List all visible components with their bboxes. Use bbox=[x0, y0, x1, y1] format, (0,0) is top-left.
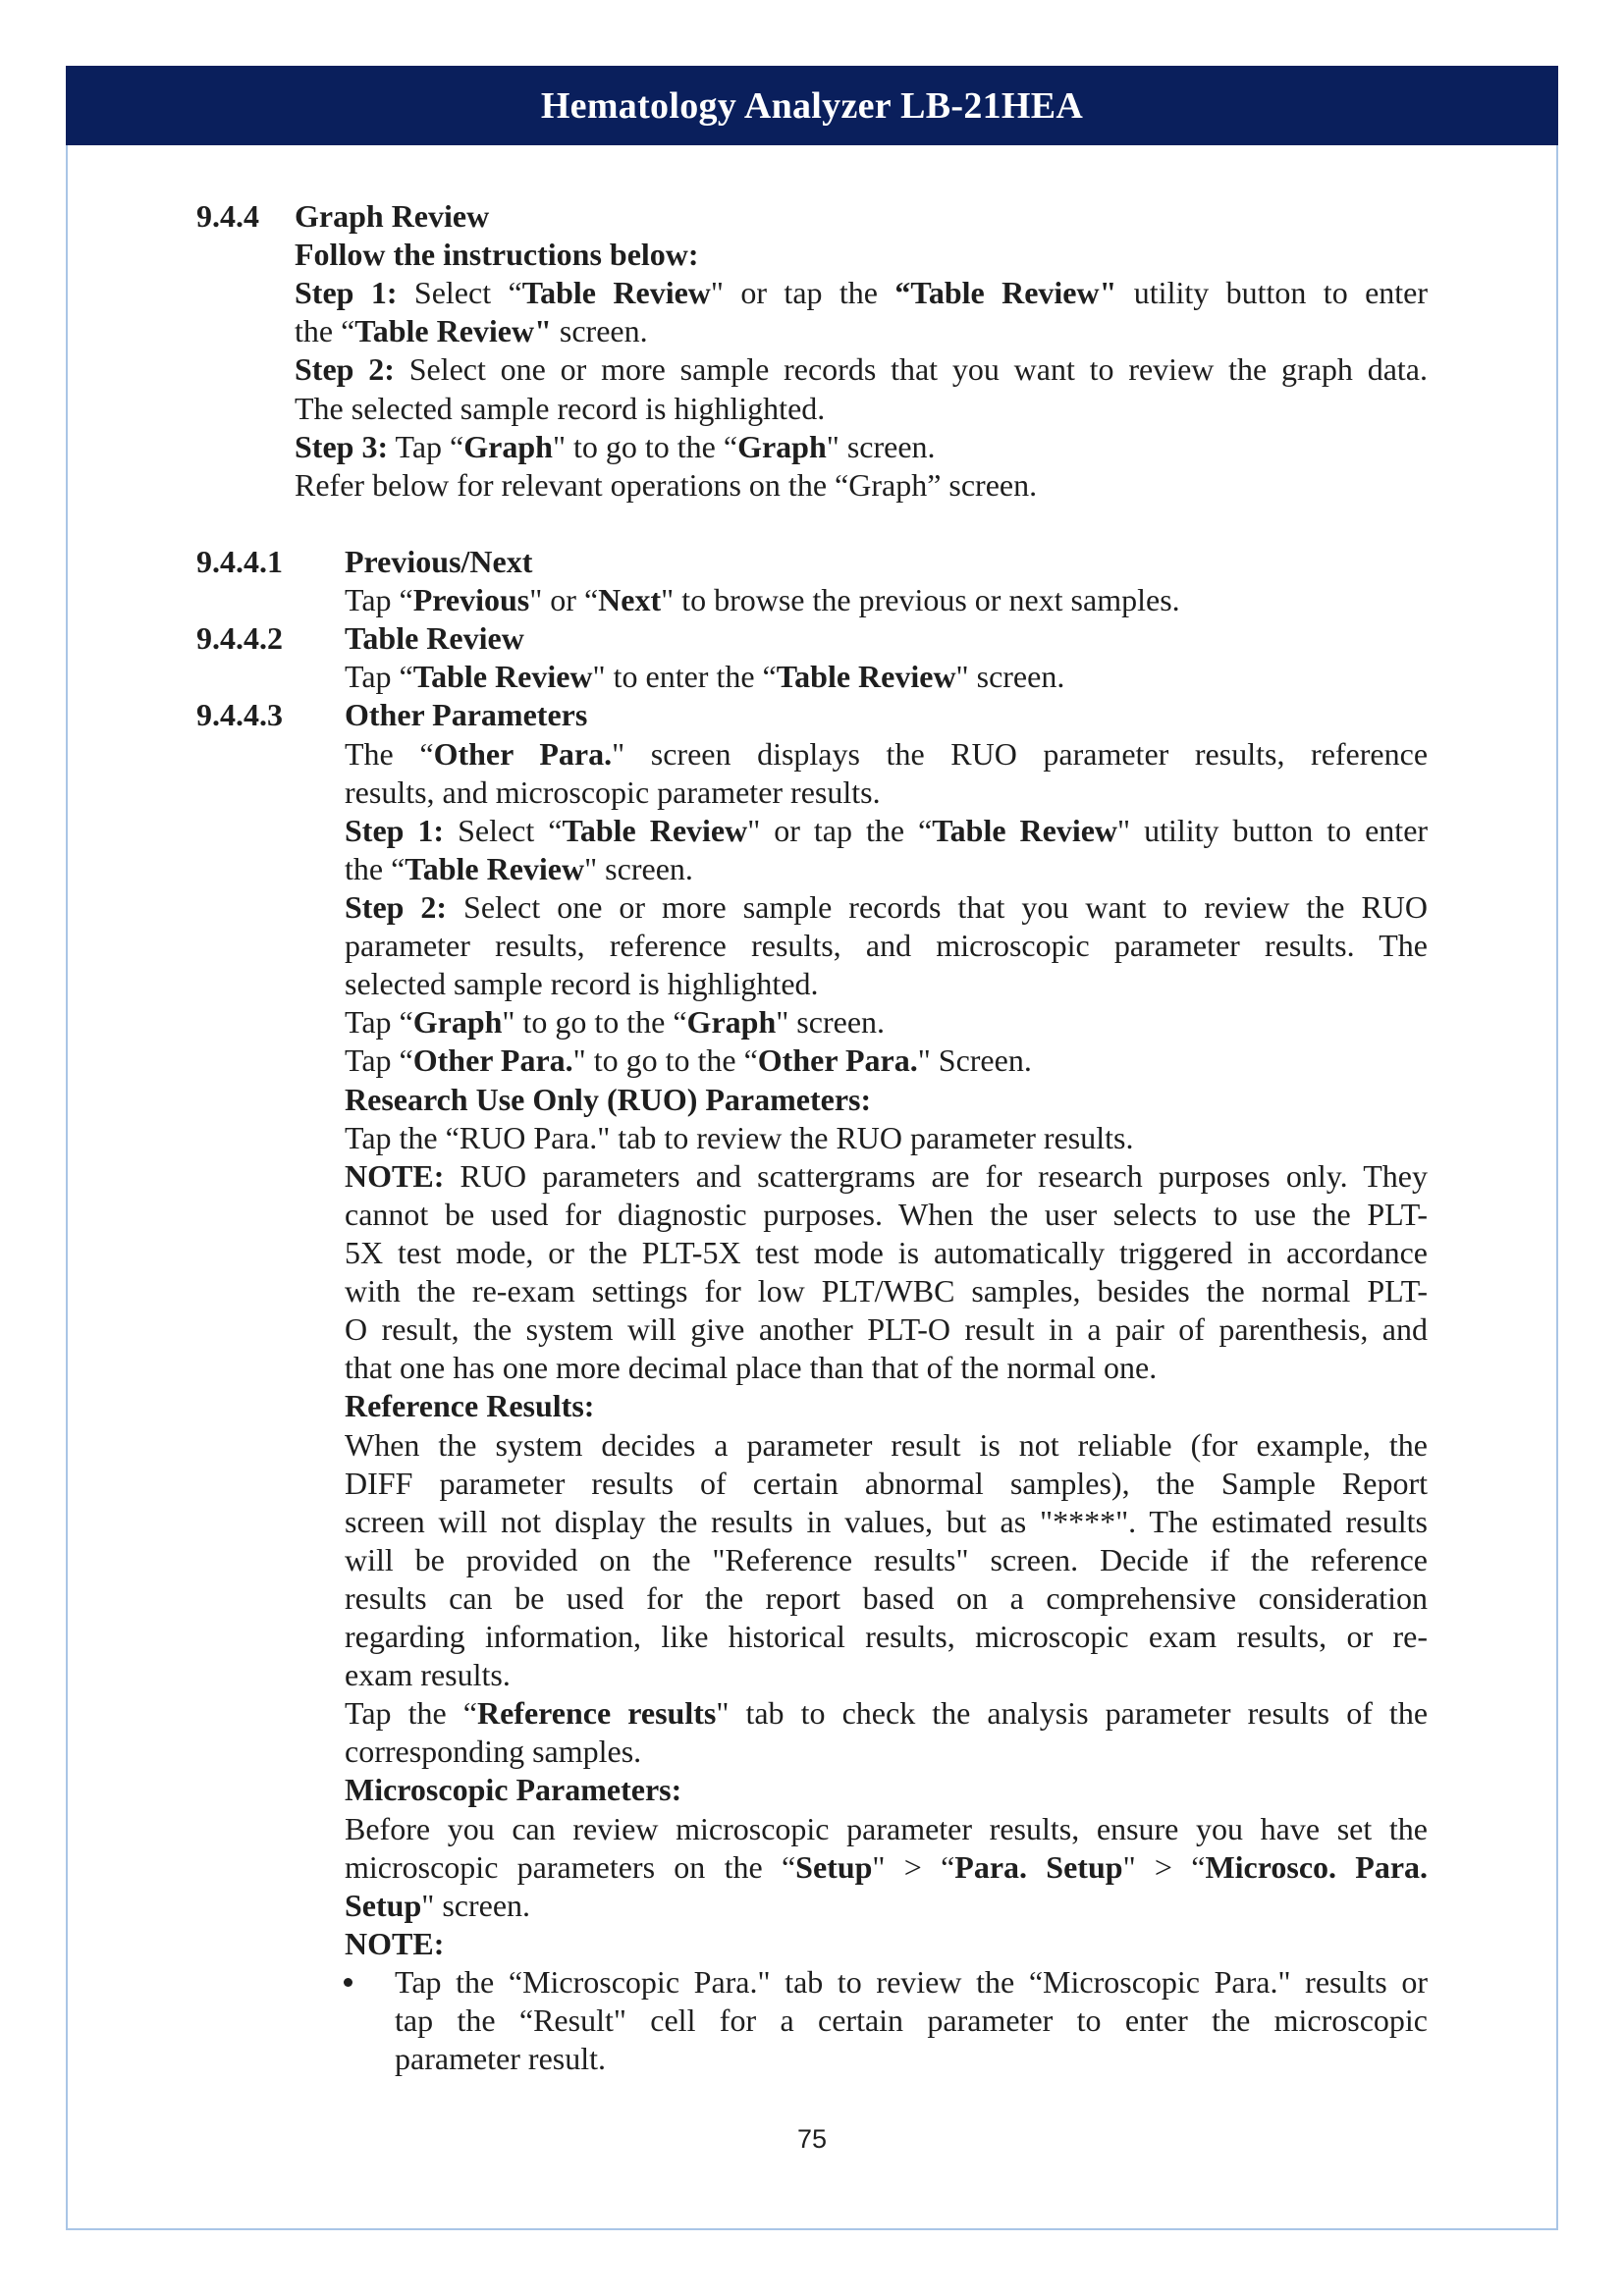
line-text: Tap the “Microscopic Para." tab to review the “Microscopic Para." results or bbox=[395, 1964, 1428, 2001]
line-text: " screen. bbox=[826, 428, 936, 464]
step-label: Step 1: bbox=[295, 275, 398, 311]
step-line bbox=[295, 428, 1428, 466]
page-number: 75 bbox=[796, 2124, 828, 2154]
ui-term: Setup bbox=[345, 1887, 422, 1923]
line-text: cannot be used for diagnostic purposes. When the user selects to use the PLT- bbox=[345, 1196, 1428, 1232]
step-label: Step 3: bbox=[295, 428, 389, 464]
section-number: 9.4.4.1 bbox=[196, 543, 283, 579]
body-line bbox=[345, 581, 1428, 619]
line-text: " or tap the “ bbox=[747, 812, 933, 848]
line-text: " > “ bbox=[872, 1848, 955, 1885]
note-label: NOTE: bbox=[345, 1157, 445, 1194]
ui-term: Other Para. bbox=[433, 735, 613, 772]
line-text: " Screen. bbox=[917, 1042, 1032, 1079]
step-line bbox=[295, 466, 1428, 505]
line-text: screen will not display the results in values, but as "****". The estimated results bbox=[345, 1503, 1428, 1539]
ui-term: Para. Setup bbox=[954, 1848, 1123, 1885]
body-line bbox=[345, 1310, 1428, 1349]
line-text: Tap the “RUO Para." tab to review the RUO parameter results. bbox=[345, 1119, 1134, 1155]
line-text: 5X test mode, or the PLT-5X test mode is automatically triggered in accordance bbox=[345, 1234, 1428, 1270]
ui-term: Graph bbox=[412, 1004, 503, 1041]
body-line bbox=[345, 658, 1428, 696]
ui-term: Reference results bbox=[476, 1695, 717, 1732]
body-line bbox=[345, 1119, 1428, 1157]
body-line bbox=[345, 1656, 1428, 1694]
line-text: When the system decides a parameter result is not reliable (for example, the bbox=[345, 1426, 1428, 1463]
line-text: " screen. bbox=[955, 659, 1065, 695]
section-number: 9.4.4.2 bbox=[196, 620, 283, 657]
line-text: DIFF parameter results of certain abnormal samples), the Sample Report bbox=[345, 1465, 1428, 1501]
ui-term: Microsco. Para. bbox=[1205, 1848, 1429, 1885]
ui-term: Table Review" bbox=[354, 313, 552, 349]
subheading-line bbox=[345, 1387, 1428, 1425]
body-line bbox=[345, 1579, 1428, 1618]
body-line bbox=[345, 774, 1428, 812]
line-text: microscopic parameters on the “ bbox=[345, 1848, 796, 1885]
line-text: corresponding samples. bbox=[345, 1734, 642, 1770]
line-text: with the re-exam settings for low PLT/WBC samples, besides the normal PLT- bbox=[345, 1273, 1428, 1309]
step-line bbox=[345, 927, 1428, 965]
ui-term: Graph bbox=[686, 1004, 777, 1041]
body-line bbox=[345, 1618, 1428, 1656]
body-line bbox=[345, 1157, 1428, 1196]
line-text: Tap “ bbox=[388, 428, 464, 464]
section-heading bbox=[0, 619, 1624, 658]
section-title: Table Review bbox=[345, 620, 524, 657]
body-line bbox=[345, 1196, 1428, 1234]
step-line bbox=[345, 965, 1428, 1003]
body-line bbox=[345, 1810, 1428, 1848]
section-title: Other Parameters bbox=[345, 697, 588, 733]
line-text: " screen displays the RUO parameter results, reference bbox=[612, 735, 1429, 772]
body-line bbox=[345, 1426, 1428, 1465]
line-text: " to enter the “ bbox=[592, 659, 777, 695]
line-text: Select one or more sample records that you want to review the RUO bbox=[447, 888, 1429, 925]
line-text: The selected sample record is highlighted. bbox=[295, 390, 826, 426]
body-line bbox=[345, 1234, 1428, 1272]
step-line bbox=[295, 350, 1428, 389]
line-text: exam results. bbox=[345, 1657, 511, 1693]
ui-term: Other Para. bbox=[757, 1042, 918, 1079]
line-text: " to browse the previous or next samples. bbox=[661, 582, 1180, 618]
body-line bbox=[345, 1465, 1428, 1503]
bullet-item-line bbox=[395, 2040, 1428, 2078]
line-text: parameter results, reference results, and microscopic parameter results. The bbox=[345, 928, 1428, 964]
ui-term: Table Review bbox=[521, 275, 711, 311]
section-number: 9.4.4 bbox=[196, 198, 259, 234]
step-label: Step 2: bbox=[345, 888, 448, 925]
line-text: regarding information, like historical results, microscopic exam results, or re- bbox=[345, 1619, 1428, 1655]
line-text: " to go to the “ bbox=[502, 1004, 687, 1041]
step-line bbox=[295, 390, 1428, 428]
header-title: Hematology Analyzer LB-21HEA bbox=[540, 84, 1084, 127]
line-text: " to go to the “ bbox=[572, 1042, 758, 1079]
line-text: the “ bbox=[345, 850, 406, 886]
line-text: Tap “ bbox=[345, 659, 413, 695]
bullet-item bbox=[395, 1963, 1428, 2002]
line-text: Tap the “ bbox=[345, 1695, 477, 1732]
bullet-item-line bbox=[395, 2002, 1428, 2040]
section-number: 9.4.4.3 bbox=[196, 697, 283, 733]
section-title: Graph Review bbox=[295, 198, 490, 234]
line-text: " screen. bbox=[421, 1887, 531, 1923]
line-text: results can be used for the report based on a comprehensive consideration bbox=[345, 1579, 1428, 1616]
section-heading bbox=[0, 543, 1624, 581]
ui-term: Previous bbox=[412, 582, 530, 618]
ui-term: “Table Review" bbox=[894, 275, 1117, 311]
line-text: " utility button to enter bbox=[1117, 812, 1429, 848]
body-line bbox=[345, 1848, 1428, 1887]
line-text: O result, the system will give another PLT-O result in a pair of parenthesis, and bbox=[345, 1311, 1428, 1348]
body-line bbox=[345, 735, 1428, 774]
ui-term: Table Review bbox=[776, 659, 956, 695]
line-text: selected sample record is highlighted. bbox=[345, 966, 819, 1002]
line-text: Select “ bbox=[444, 812, 563, 848]
section-title: Previous/Next bbox=[345, 543, 533, 579]
body-line bbox=[345, 1733, 1428, 1771]
step-line bbox=[295, 312, 1428, 350]
line-text: will be provided on the "Reference results" screen. Decide if the reference bbox=[345, 1541, 1428, 1577]
ui-term: Graph bbox=[737, 428, 827, 464]
line-text: parameter result. bbox=[395, 2041, 606, 2077]
line-text: " screen. bbox=[776, 1004, 886, 1041]
line-text: " tab to check the analysis parameter results of the bbox=[716, 1695, 1429, 1732]
line-text: results, and microscopic parameter results. bbox=[345, 774, 881, 810]
line-text: the “ bbox=[295, 313, 355, 349]
bullet-icon bbox=[344, 1978, 352, 1987]
step-label: Step 2: bbox=[295, 351, 395, 388]
line-text: " or “ bbox=[529, 582, 599, 618]
ui-term: Table Review bbox=[412, 659, 593, 695]
line-text: Before you can review microscopic parameter results, ensure you have set the bbox=[345, 1810, 1428, 1846]
line-text: Tap “ bbox=[345, 1042, 413, 1079]
step-line bbox=[345, 888, 1428, 927]
line-text: tap the “Result" cell for a certain parameter to enter the microscopic bbox=[395, 2002, 1428, 2039]
note-line bbox=[345, 1925, 1428, 1963]
line-text: " > “ bbox=[1122, 1848, 1206, 1885]
step-line bbox=[345, 812, 1428, 850]
ui-term: Graph bbox=[463, 428, 553, 464]
ui-term: Setup bbox=[795, 1848, 873, 1885]
line-text: Tap “ bbox=[345, 1004, 413, 1041]
subheading: Research Use Only (RUO) Parameters: bbox=[345, 1081, 872, 1117]
line-text: Tap “ bbox=[345, 582, 413, 618]
step-line bbox=[345, 1003, 1428, 1041]
line-text: screen. bbox=[551, 313, 648, 349]
step-line bbox=[345, 1041, 1428, 1080]
section-heading bbox=[0, 696, 1624, 734]
line-text: utility button to enter bbox=[1116, 275, 1429, 311]
page-content bbox=[0, 197, 1624, 2078]
body-line bbox=[345, 1503, 1428, 1541]
ui-term: Table Review bbox=[405, 850, 585, 886]
subheading: Reference Results: bbox=[345, 1388, 595, 1424]
paragraph-gap bbox=[0, 505, 1624, 543]
body-line bbox=[345, 1349, 1428, 1387]
line-text: Select “ bbox=[397, 275, 522, 311]
line-text: " screen. bbox=[584, 850, 693, 886]
note-label: NOTE: bbox=[345, 1925, 445, 1961]
subheading-line bbox=[345, 1771, 1428, 1809]
ui-term: Table Review bbox=[562, 812, 748, 848]
step-line bbox=[345, 850, 1428, 888]
subheading-line bbox=[345, 1081, 1428, 1119]
body-line bbox=[345, 1887, 1428, 1925]
body-line bbox=[345, 1694, 1428, 1733]
line-text: Select one or more sample records that you want to review the graph data. bbox=[394, 351, 1429, 388]
step-label: Step 1: bbox=[345, 812, 445, 848]
line-text: The “ bbox=[345, 735, 434, 772]
ui-term: Other Para. bbox=[412, 1042, 573, 1079]
instructions-intro bbox=[295, 236, 1428, 274]
line-text: that one has one more decimal place than that of the normal one. bbox=[345, 1350, 1158, 1386]
ui-term: Table Review bbox=[932, 812, 1118, 848]
line-text: " or tap the bbox=[710, 275, 895, 311]
line-text: Refer below for relevant operations on the “Graph” screen. bbox=[295, 466, 1038, 503]
step-line bbox=[295, 274, 1428, 312]
subheading: Follow the instructions below: bbox=[295, 237, 699, 273]
ui-term: Next bbox=[598, 582, 662, 618]
page-header bbox=[66, 66, 1558, 145]
line-text: RUO parameters and scattergrams are for research purposes only. They bbox=[444, 1157, 1428, 1194]
body-line bbox=[345, 1541, 1428, 1579]
body-line bbox=[345, 1272, 1428, 1310]
section-heading bbox=[0, 197, 1624, 236]
subheading: Microscopic Parameters: bbox=[345, 1772, 682, 1808]
line-text: " to go to the “ bbox=[552, 428, 738, 464]
